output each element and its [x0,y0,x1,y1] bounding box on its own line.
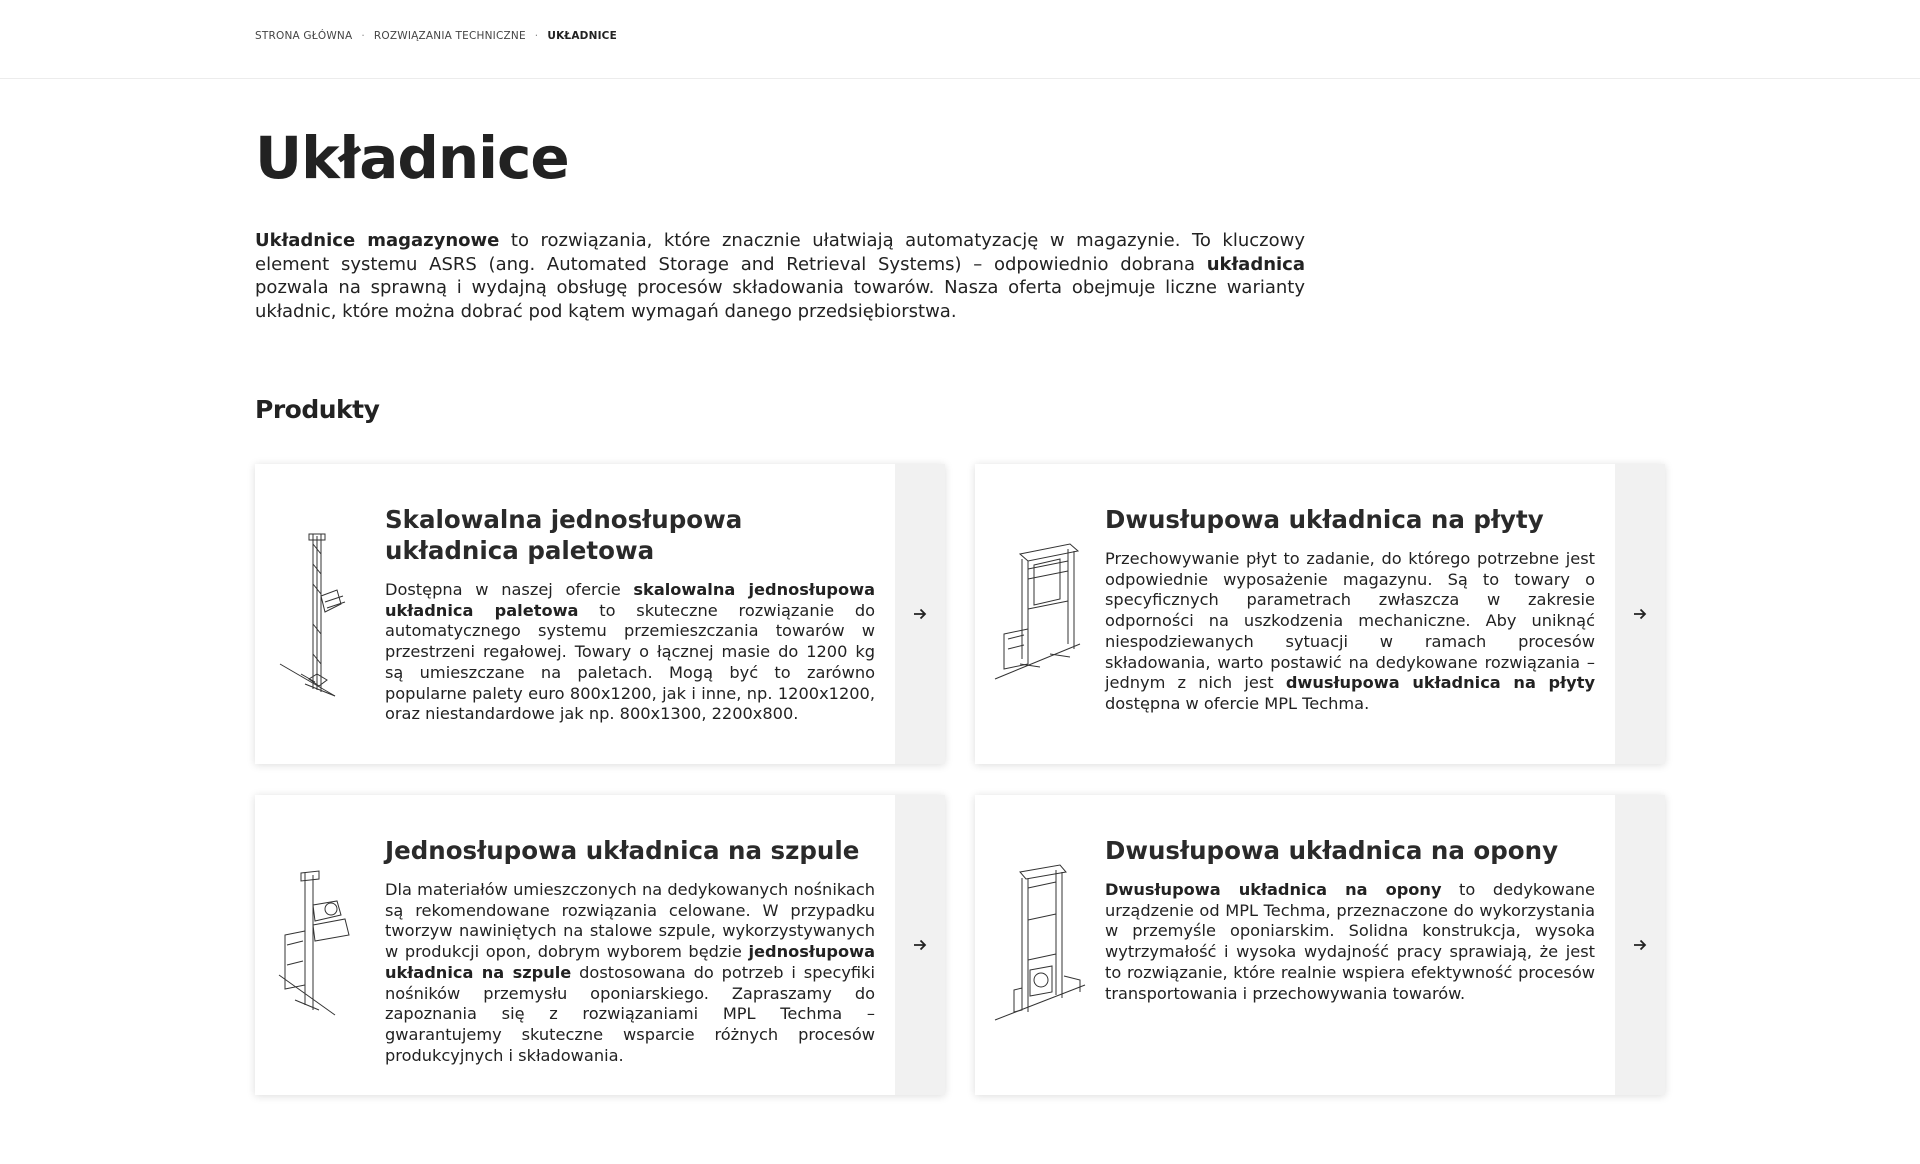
stacker-crane-tires-icon [990,860,1090,1030]
top-bar [0,0,1920,79]
product-title[interactable]: Jednosłupowa układnica na szpule [385,836,860,865]
page-title: Układnice [255,124,569,192]
products-heading: Produkty [255,395,380,424]
breadcrumb-current: UKŁADNICE [547,30,617,42]
product-card[interactable] [975,464,1665,764]
product-card-body [1105,464,1615,764]
product-arrow-button[interactable] [1615,795,1665,1095]
arrow-right-icon [1632,606,1648,622]
breadcrumb-separator: · [361,30,365,42]
product-card[interactable] [975,795,1665,1095]
breadcrumb-separator: · [534,30,539,42]
product-description [385,580,875,725]
product-description [385,880,875,1066]
stacker-crane-double-mast-icon [990,539,1090,689]
product-image-single-mast-pallet[interactable] [255,464,385,764]
desc-bold: dwusłupowa układnica na płyty [1285,673,1595,693]
product-description [1105,549,1595,715]
desc-bold: skalowalna jednosłupowa układnica paletowa [385,580,875,620]
desc-text: Dostępna w naszej ofercie [385,580,634,599]
product-image-single-mast-spools[interactable] [255,795,385,1095]
intro-bold-2: układnica [1206,253,1305,275]
product-grid [255,464,1665,1164]
product-arrow-button[interactable] [1615,464,1665,764]
desc-text: dostępna w ofercie MPL Techma. [1105,693,1370,713]
desc-text: to dedykowane urządzenie od MPL Techma, przeznaczone do wykorzystania w przemyśle oponiarskim. Solidna konstrukcja, wysoka wytrzymałość i wysoka wydajność pracy sprawiają, że jest to rozwiązanie, które realnie wspiera efektywność procesów transportowania i przechowywania towarów. [1105,880,1595,1003]
product-card[interactable] [255,795,945,1095]
product-image-double-mast-boards[interactable] [975,464,1105,764]
stacker-crane-spools-icon [275,865,365,1025]
desc-text: Dla materiałów umieszczonych na dedykowanych nośnikach są rekomendowane rozwiązania celowane. W przypadku tworzyw nawiniętych na stalowe szpule, wykorzystywanych w produkcji opon, dobrym wyborem będzie [385,880,875,962]
desc-bold: Dwusłupowa układnica na opony [1105,880,1442,899]
product-arrow-button[interactable] [895,464,945,764]
desc-text: dostosowana do potrzeb i specyfiki nośników przemysłu oponiarskiego. Zapraszamy do zapoznania się z rozwiązaniami MPL Techma – gwarantujemy skuteczne wsparcie różnych procesów produkcyjnych i składowania. [385,962,875,1065]
desc-text: Przechowywanie płyt to zadanie, do którego potrzebne jest odpowiednie wyposażenie magazynu. Są to towary o specyficznych parametrach zwłaszcza w zakresie odporności na uszkodzenia mechaniczne. Aby uniknąć niespodziewanych sytuacji w ramach procesów składowania, warto postawić na dedykowane rozwiązania – jednym z nich jest [1105,549,1595,693]
product-arrow-button[interactable] [895,795,945,1095]
product-card-body [1105,795,1615,1095]
product-card-body [385,464,895,764]
breadcrumb-home[interactable]: STRONA GŁÓWNA [255,30,353,42]
product-title[interactable]: Dwusłupowa układnica na płyty [1105,505,1544,534]
product-card-body [385,795,895,1095]
product-image-double-mast-tires[interactable] [975,795,1105,1095]
intro-bold-1: Układnice magazynowe [255,230,500,251]
intro-text-2: pozwala na sprawną i wydajną obsługę procesów składowania towarów. Nasza oferta obejmuje liczne warianty układnic, które można dobrać pod kątem wymagań danego przedsiębiorstwa. [255,277,1305,322]
arrow-right-icon [912,606,928,622]
product-title[interactable]: Dwusłupowa układnica na opony [1105,836,1559,865]
arrow-right-icon [1632,937,1648,953]
product-card[interactable] [255,464,945,764]
breadcrumb-section[interactable]: ROZWIĄZANIA TECHNICZNE [373,30,526,42]
arrow-right-icon [912,937,928,953]
stacker-crane-single-mast-icon [275,524,365,704]
product-description [1105,880,1595,1004]
desc-text: to skuteczne rozwiązanie do automatycznego systemu przemieszczania towarów w przestrzeni regałowej. Towary o łącznej masie do 1200 kg są umieszczane na paletach. Mogą być to zarówno popularne palety euro 800x1200, jak i inne, np. 1200x1200, oraz niestandardowe jak np. 800x1300, 2200x800. [385,600,875,724]
desc-bold: jednosłupowa układnica na szpule [385,942,875,982]
intro-paragraph [255,229,1305,323]
product-title[interactable]: Skalowalna jednosłupowa układnica paletowa [385,505,743,565]
intro-text-1: to rozwiązania, które znacznie ułatwiają automatyzację w magazynie. To kluczowy element systemu ASRS (ang. Automated Storage and Retrieval Systems) – odpowiednio dobrana [255,230,1305,275]
breadcrumb [255,30,617,42]
